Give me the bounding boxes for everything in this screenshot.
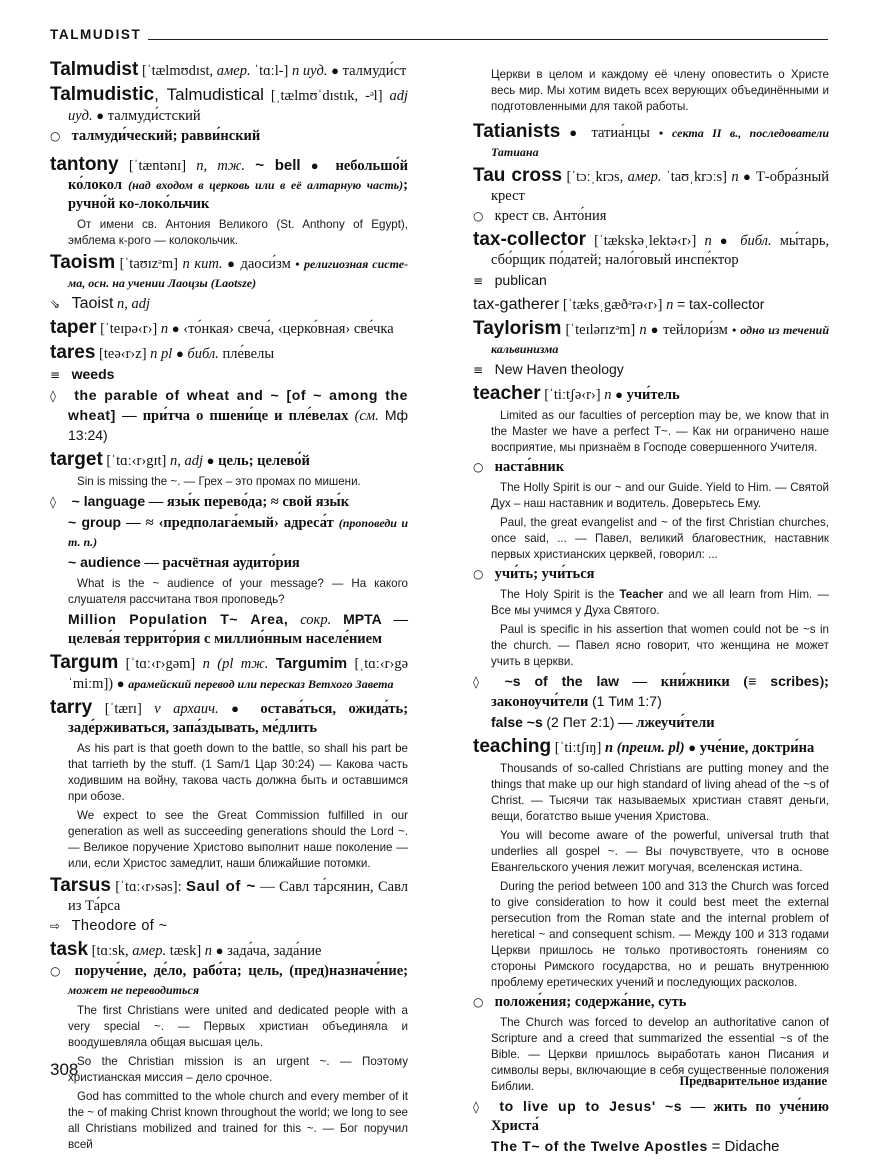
phrase-diamond-icon: ◊: [473, 675, 479, 689]
example: Paul, the great evangelist and ~ of the first Christian churches, once said, ... — Павел, великий благовестник, наставник первых христианских церквей, говорил: ...: [491, 516, 829, 561]
example: Sin is missing the ~. — Грех – это промах по мишени.: [77, 475, 361, 488]
bullet-icon: ●: [719, 233, 733, 248]
sense-circle-icon: ○: [473, 209, 484, 223]
example: The Church was forced to develop an authoritative canon of Scripture and a creed that summarized the essential ~s of the Bible. — Церкви пришлось выработать канон Писания и символы веры, включающие в себя существенные положения Библии.: [491, 1016, 829, 1093]
example: The Holly Spirit is our ~ and our Guide. Yield to Him. — Святой Дух – наш наставник и водитель. Доверьтесь Ему.: [491, 481, 829, 510]
entry-tarsus: Tarsus [ˈtɑː‹r›səs]: Saul of ~ — Савл та́рсянин, Савл из Та́рса ⇨ Theodore of ~: [50, 875, 409, 934]
entry-tax-collector: tax-collector [ˈtækskəˌlektə‹r›] n ● библ. мы́тарь, сбо́рщик по́датей; нало́говый инспе́ктор ≡ publican: [473, 230, 829, 291]
headword: Tatianists: [473, 121, 561, 142]
headword: Talmudistic: [50, 84, 155, 105]
example: От имени св. Антония Великого (St. Anthony of Egypt), эмблема к-рого — колокольчик.: [68, 218, 408, 247]
headword: taper: [50, 317, 97, 338]
entry-teaching: teaching [ˈtiːtʃɪŋ] n (преим. pl) ● уче́ние, доктри́на Thousands of so-called Christians are putting money and the things that make up our high standard of living ahead of the ~s of Christ. — Тысячи так называемых христиан ставят деньги, вещи, богатство выше учения Христова. You will become aware of the powerful, universal truth that underlies all gospel ~. — Вы почувствуете, что в основе Евангельского учения лежит могучая, вселенская истина. During the period between 100 and 313 the Church was forced to give consideration to how it could best meet the external persecution from the Roman state and the internal problem of heretical ~ and consequent schism. — Между 100 и 313 годами Церкви пришлось не только противостоять гонениям со стороны Римского государства, но и решать внутреннюю проблему еретических учений и последующих расколов. ○ положе́ния; содержа́ние, суть The Church was forced to develop an authoritative canon of Scripture and a creed that summarized the essential ~s of the Bible. — Церкви пришлось выработать канон Писания и символы веры, включающие в себя существенные положения Библии. ◊ to live up to Jesus' ~s — жить по уче́нию Христа́ The T~ of the Twelve Apostles = Didache: [473, 736, 830, 1155]
entry-tares: tares [teə‹r›z] n pl ● библ. пле́велы ≡ weeds ◊ the parable of wheat and ~ [of ~ among the wheat] — при́тча о пшени́це и пле́велах (см. Мф 13:24): [50, 342, 409, 443]
sense-circle-icon: ○: [50, 964, 61, 978]
bullet-icon: ●: [215, 943, 224, 958]
bullet-icon: ●: [310, 158, 326, 173]
cross-reference-arrow-icon: ⇨: [50, 919, 61, 933]
note-icon: •: [731, 323, 737, 337]
headword: Talmudist: [50, 59, 139, 80]
entry-tax-gatherer: tax-gatherer [ˈtæksˌgæðᵊrə‹r›] n = tax-collector: [473, 296, 765, 313]
headword: Taoism: [50, 252, 116, 273]
phrase-diamond-icon: ◊: [50, 389, 56, 403]
sense-circle-icon: ○: [473, 567, 484, 581]
headword: target: [50, 449, 103, 470]
note-icon: •: [295, 257, 300, 271]
bullet-icon: ●: [615, 387, 623, 402]
example: What is the ~ audience of your message? — На какого слушателя рассчитана твоя проповедь?: [68, 577, 408, 606]
headword: tax-collector: [473, 229, 586, 250]
cross-reference-link[interactable]: = Didache: [711, 1138, 780, 1155]
headword: task: [50, 939, 89, 960]
example: The Holy Spirit is the Teacher and we all learn from Him. — Все мы учимся у Духа Святого.: [491, 588, 829, 617]
phrase-diamond-icon: ◊: [473, 1100, 479, 1114]
page-number: 308: [50, 1060, 79, 1079]
example: We expect to see the Great Commission fulfilled in our generation as well as succeeding generations should the Lord ~. — Великое поручение Христово выполнит наше поколение — или, если Христос замедлит, наши ближайшие потомки.: [68, 809, 408, 870]
headword: teaching: [473, 736, 552, 757]
bullet-icon: ●: [96, 108, 105, 123]
headword: tantony: [50, 154, 119, 175]
cross-reference-link[interactable]: = tax-collector: [676, 296, 765, 312]
example-continuation: Церкви в целом и каждому её члену оповестить о Христе весь мир. Мы хотим видеть всех верующих объединёнными и подготовленными для такой работы.: [491, 68, 829, 113]
bullet-icon: ●: [688, 740, 697, 755]
bullet-icon: ●: [206, 453, 215, 468]
phrase-diamond-icon: ◊: [50, 495, 56, 509]
example: During the period between 100 and 313 the Church was forced to give consideration to how it could best meet the external persecution from the Roman state and the internal problem of heretical ~ and consequent schism. — Между 100 и 313 годами Церкви пришлось не только противостоять гонениям со стороны Римского государства, но и решать внутреннюю проблему еретических учений и последующих расколов.: [491, 880, 829, 989]
headword: teacher: [473, 383, 541, 404]
cross-reference-link[interactable]: Theodore of ~: [71, 918, 168, 934]
sense-circle-icon: ○: [473, 460, 484, 474]
synonym-icon: ≡: [50, 368, 61, 382]
note-icon: •: [658, 126, 664, 140]
example: You will become aware of the powerful, universal truth that underlies all gospel ~. — Вы почувствуете, что в основе Евангельского учения лежит могучая, вселенская истина.: [491, 829, 829, 874]
synonym-icon: ≡: [473, 274, 484, 288]
sense-circle-icon: ○: [50, 129, 61, 143]
sense-circle-icon: ○: [473, 995, 484, 1009]
entry-tatianists: Tatianists ● татиа́нцы • секта II в., последователи Татиана: [473, 121, 829, 159]
example: As his part is that goeth down to the battle, so shall his part be that tarrieth by the stuff. (1 Sam/1 Цар 30:24) — Какова часть ходившим на войну, такова часть должна быть и оставшимся при обозе.: [68, 742, 408, 803]
entry-target: target [ˈtɑː‹r›gɪt] n, adj ● цель; целево́й Sin is missing the ~. — Грех – это промах по мишени. ◊ ~ language — язы́к перево́да; ≈ свой язы́к ~ group — ≈ ‹предполага́емый› адреса́т (проповеди и т. п.) ~ audience — расчётная аудито́рия What is the ~ audience of your message? — На какого слушателя рассчитана твоя проповедь? Million Population T~ Area, сокр. MPTA — целева́я террито́рия с миллио́нным населе́нием: [50, 449, 409, 647]
example: The first Christians were united and dedicated people with a very special ~. — Первых христиан объединяла и воодушевляла общая высшая цель.: [68, 1004, 408, 1049]
entry-taper: taper [ˈteɪpə‹r›] n ● ‹то́нкая› свеча́, ‹церко́вная› све́чка: [50, 317, 394, 338]
entry-task: task [tɑːsk, амер. tæsk] n ● зада́ча, зада́ние ○ поруче́ние, де́ло, рабо́та; цель, (пред)назначе́ние; может не переводиться The first Christians were united and dedicated people with a very special ~. — Первых христиан объединяла и воодушевляла общая высшая цель. So the Christian mission is an urgent ~. — Поэтому христианская миссия – дело срочное. God has committed to the whole church and every member of it the ~ of making Christ known throughout the world; we long to see all Christians mobilized and trained for this ~. — Бог поручил всей: [50, 939, 409, 1151]
headword: tax-gatherer: [473, 296, 560, 313]
headword: tares: [50, 342, 96, 363]
running-head: [50, 22, 828, 42]
entry-targum: Targum [ˈtɑː‹r›gəm] n (pl тж. Targumim [ˌtɑː‹r›gəˈmiːm]) ● арамейский перевод или пересказ Ветхого Завета: [50, 652, 408, 692]
edition-note: Предварительное издание: [679, 1074, 827, 1088]
derived-arrow-icon: ⇘: [50, 297, 61, 311]
left-column: [50, 60, 408, 1157]
headword: Tau cross: [473, 165, 563, 186]
bullet-icon: ●: [227, 256, 236, 271]
running-head-word: TALMUDIST: [50, 27, 142, 42]
entry-talmudist: Talmudist [ˈtælmʊdɪst, амер. ˈtɑːl-] n иуд. ● талмуди́ст: [50, 59, 407, 80]
example: So the Christian mission is an urgent ~. — Поэтому христианская миссия – дело срочное.: [68, 1055, 408, 1084]
running-head-rule: [148, 39, 828, 40]
entry-tantony: tantony [ˈtæntənɪ] n, тж. ~ bell ● небольшо́й ко́локол (над входом в церковь или в её алтарную часть); ручно́й ко-локо́льчик От имени св. Антония Великого (St. Anthony of Egypt), эмблема к-рого — колокольчик.: [50, 154, 409, 247]
bullet-icon: ●: [569, 125, 583, 140]
entry-teacher: teacher [ˈtiːtʃə‹r›] n ● учи́тель Limited as our faculties of perception may be, we know that in the Master we have a perfect T~. — Как ни ограничено наше восприятие, мы признаём в Господе совершенного Учителя. ○ наста́вник The Holly Spirit is our ~ and our Guide. Yield to Him. — Святой Дух – наш наставник и водитель. Доверьтесь Ему. Paul, the great evangelist and ~ of the first Christian churches, once said, ... — Павел, великий благовестник, наставник первых христианских церквей, говорил: ... ○ учи́ть; учи́ться The Holy Spirit is the Teacher and we all learn from Him. — Все мы учимся у Духа Святого. Paul is specific in his assertion that women could not be ~s in the church. — Павел ясно говорит, что женщина не может учить в церкви. ◊ ~s of the law — кни́жники (≡ scribes); законоучи́тели (1 Тим 1:7) false ~s (2 Пет 2:1) — лжеучи́тели: [473, 383, 829, 731]
headword: Targum: [50, 652, 119, 673]
example: Paul is specific in his assertion that women could not be ~s in the church. — Павел ясно говорит, что женщина не может учить в церкви.: [491, 623, 829, 668]
example: Thousands of so-called Christians are putting money and the things that make up our high standard of living ahead of the ~s of Christ. — Тысячи так называемых христиан ставят деньги, вещи, богатство выше учения Христова.: [491, 762, 829, 823]
bullet-icon: ●: [331, 63, 339, 78]
entry-taoism: Taoism [ˈtaʊɪzᵊm] n кит. ● даоси́зм • религиозная систе- ма, осн. на учении Лаоцзы (Laotsze) ⇘ Taoist n, adj: [50, 252, 409, 312]
bullet-icon: ●: [743, 169, 752, 184]
example: Limited as our faculties of perception may be, we know that in the Master we have a perfect T~. — Как ни ограничено наше восприятие, мы признаём в Господе совершенного Учителя.: [491, 409, 829, 454]
bullet-icon: ●: [116, 676, 125, 691]
entry-tau-cross: Tau cross [ˈtɔːˌkrɔs, амер. ˈtaʊˌkrɔːs] n ● Т-обра́зный крест ○ крест св. Анто́ния: [473, 165, 830, 224]
headword: tarry: [50, 697, 93, 718]
headword: Tarsus: [50, 875, 111, 896]
synonym-icon: ≡: [473, 363, 484, 377]
bullet-icon: ●: [650, 322, 660, 337]
entry-taylorism: Taylorism [ˈteɪlərɪzᵊm] n ● тейлори́зм • одно из течений кальвинизма ≡ New Haven theology: [473, 319, 829, 380]
bullet-icon: ●: [231, 701, 248, 716]
right-column: [473, 64, 829, 1161]
example: God has committed to the whole church and every member of it the ~ of making Christ known throughout the world; we long to see all Christians mobilized and trained for this ~. — Бог поручил всей: [68, 1090, 408, 1151]
headword: Taylorism: [473, 318, 562, 339]
entry-tarry: tarry [ˈtærɪ] v архаич. ● остава́ться, ожида́ть; заде́рживаться, запа́здывать, ме́длить As his part is that goeth down to the battle, so shall his part be that tarrieth by the stuff. (1 Sam/1 Цар 30:24) — Какова часть ходившим на войну, такова часть должна быть и оставшимся при обозе. We expect to see the Great Commission fulfilled in our generation as well as succeeding generations should the Lord ~. — Великое поручение Христово выполнит наше поколение — или, если Христос замедлит, наши ближайшие потомки.: [50, 697, 409, 870]
bullet-icon: ●: [175, 346, 184, 361]
entry-talmudistic: Talmudistic, Talmudistical [ˌtælmʊˈdɪstɪk, -ᵊl] adj иуд. ● талмуди́стский ○ талмуди́ческий; равви́нский: [50, 84, 408, 144]
bullet-icon: ●: [171, 321, 180, 336]
